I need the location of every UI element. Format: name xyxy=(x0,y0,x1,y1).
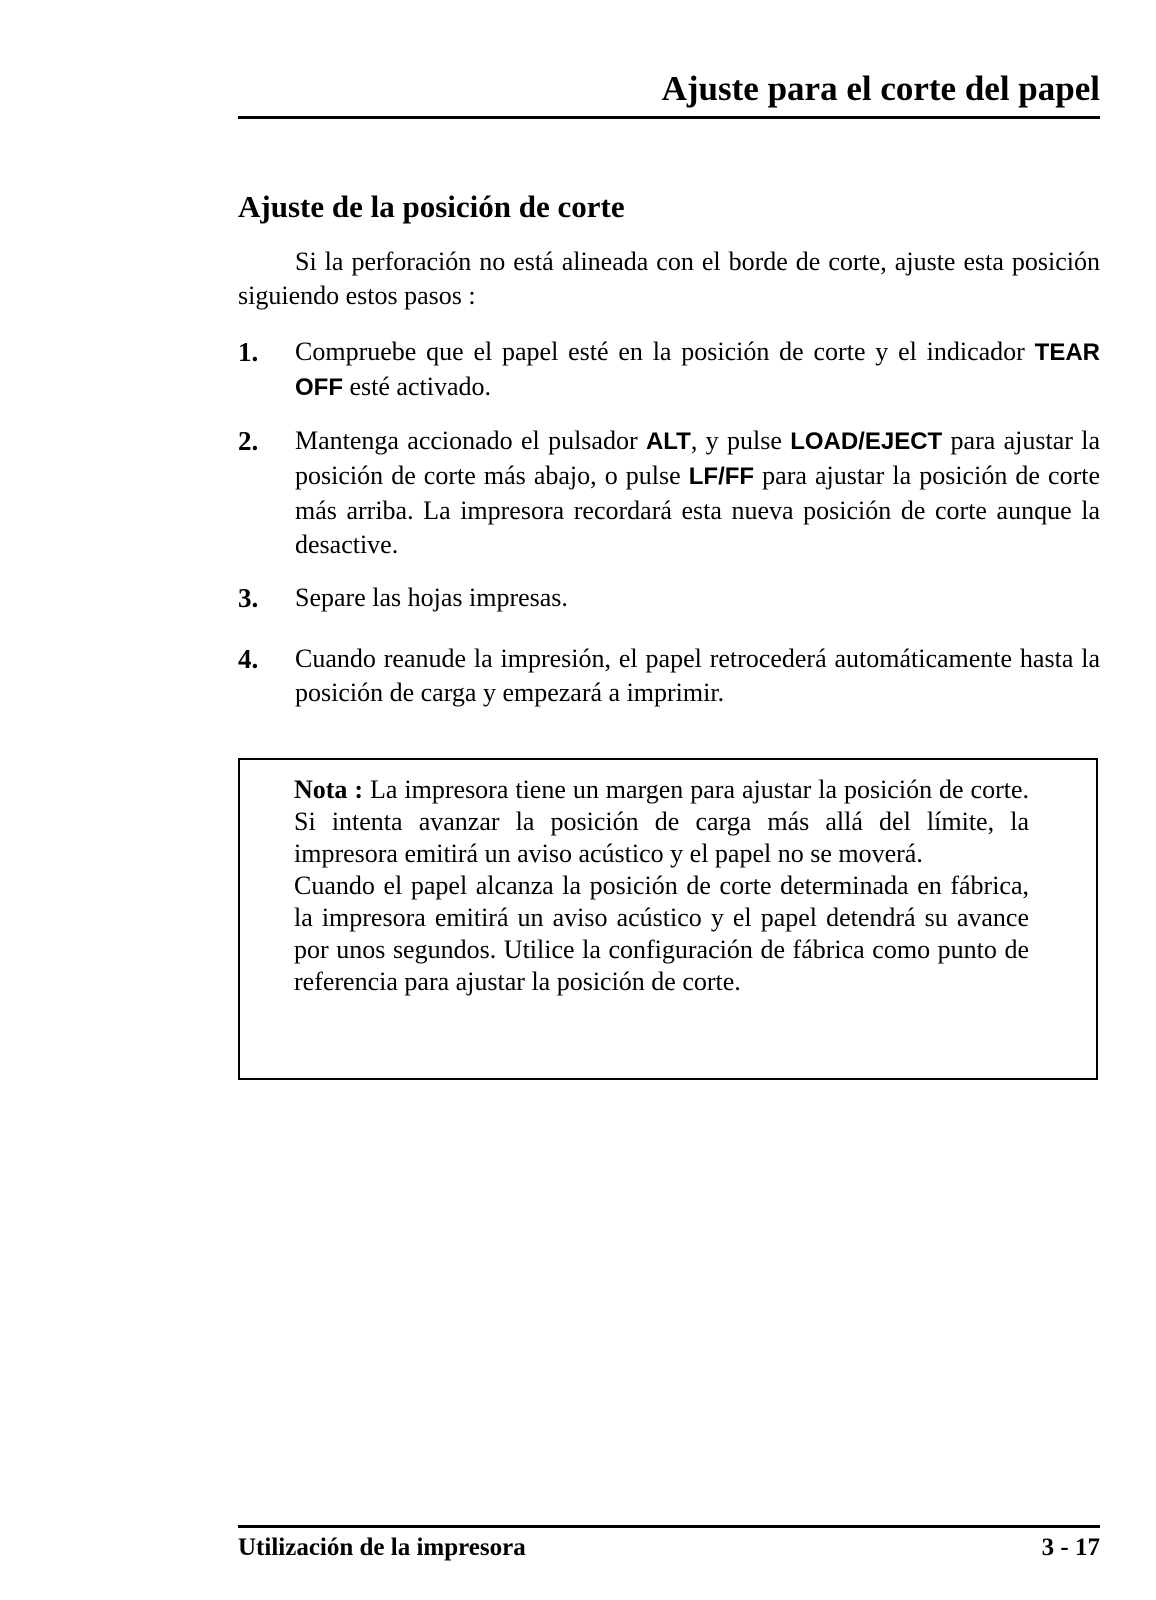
step-2-text-c: para ajustar la posición de corte más abajo, o pulse xyxy=(295,426,1100,490)
footer-rule xyxy=(238,1525,1100,1528)
step-number: 3. xyxy=(238,583,259,613)
step-text: Separe las hojas impresas. xyxy=(295,583,568,612)
page-header-title: Ajuste para el corte del papel xyxy=(661,69,1100,108)
footer-chapter-title: Utilización de la impresora xyxy=(238,1534,526,1561)
step-2-text-b: , y pulse xyxy=(690,426,791,455)
step-number: 2. xyxy=(238,426,259,456)
note-box xyxy=(238,758,1098,1080)
step-number: 4. xyxy=(238,644,259,674)
page-number: 3 - 17 xyxy=(1041,1534,1100,1561)
note-paragraph-1 xyxy=(294,774,1029,870)
load-eject-key-label: LOAD/EJECT xyxy=(790,428,943,455)
note-paragraph-1-text: La impresora tiene un margen para ajustar la posición de corte. Si intenta avanzar la posición de carga más allá del límite, la impresora emitirá un aviso acústico y el papel no se moverá. xyxy=(294,775,1029,868)
header-rule xyxy=(238,116,1100,119)
step-text xyxy=(295,424,1100,562)
step-number: 1. xyxy=(238,337,259,367)
step-1-text-a: Compruebe que el papel esté en la posición de corte y el indicador xyxy=(295,337,1035,366)
note-paragraph-2: Cuando el papel alcanza la posición de corte determinada en fábrica, la impresora emitirá un aviso acústico y el papel detendrá su avance por unos segundos. Utilice la configuración de fábrica como punto de referencia para ajustar la posición de corte. xyxy=(294,871,1029,996)
step-text xyxy=(295,335,1100,405)
step-2-text-a: Mantenga accionado el pulsador xyxy=(295,426,646,455)
alt-key-label: ALT xyxy=(645,428,691,455)
note-text xyxy=(294,774,1029,998)
lf-ff-key-label: LF/FF xyxy=(688,463,755,490)
section-title: Ajuste de la posición de corte xyxy=(238,189,625,224)
intro-paragraph xyxy=(238,245,1100,313)
tear-off-key-label: TEAR OFF xyxy=(295,339,1100,401)
step-text: Cuando reanude la impresión, el papel retrocederá automáticamente hasta la posición de carga y empezará a imprimir. xyxy=(295,644,1100,707)
step-2-text-d: para ajustar la posición de corte más arriba. La impresora recordará esta nueva posición de corte aunque la desactive. xyxy=(295,461,1100,559)
step-1-text-b: esté activado. xyxy=(343,372,491,401)
note-label: Nota : xyxy=(294,775,364,804)
intro-text: Si la perforación no está alineada con el borde de corte, ajuste esta posición siguiendo estos pasos : xyxy=(238,247,1100,310)
